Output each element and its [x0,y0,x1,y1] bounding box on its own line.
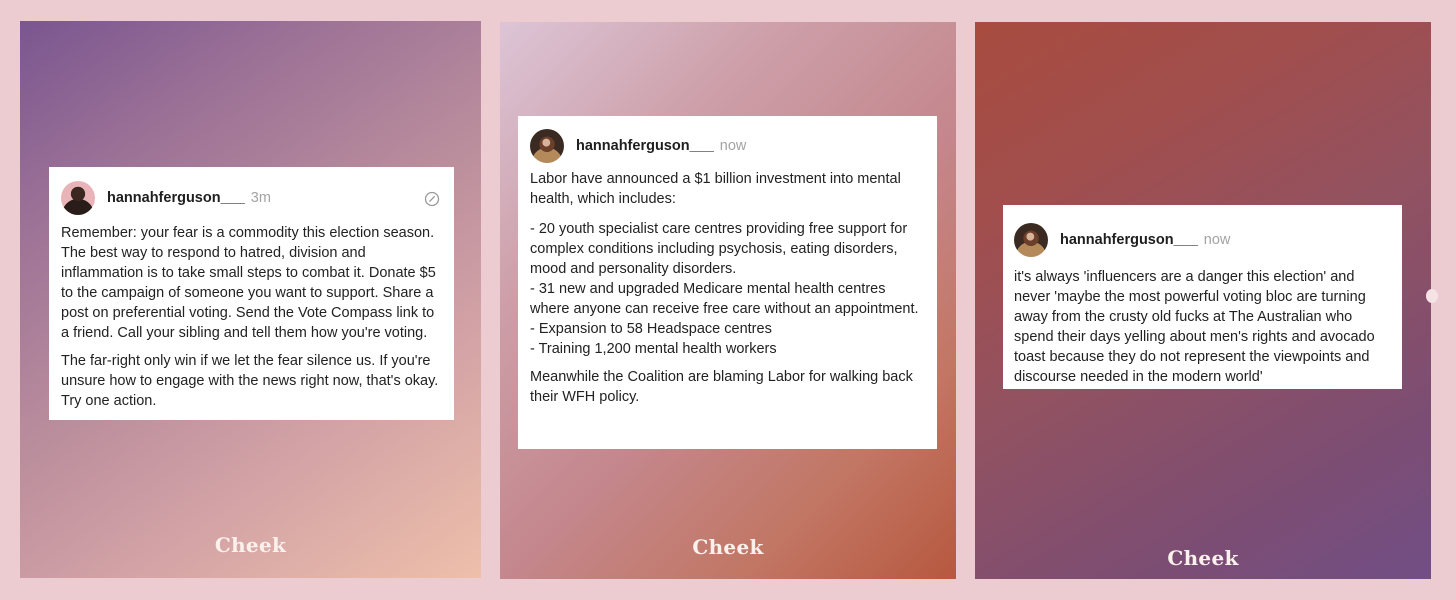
avatar[interactable] [1014,223,1048,257]
brand-logo: Cheek [692,535,764,559]
brand-logo: Cheek [1167,546,1239,570]
post-card [49,167,454,420]
story-panel-1 [20,21,481,578]
post-text: Labor have announced a $1 billion investment into mental health, which includes: [530,171,901,207]
post-header [61,181,440,217]
post-time: now [719,138,747,154]
avatar[interactable] [61,181,95,215]
avatar[interactable] [530,129,564,163]
post-list: - 20 youth specialist care centres providing free support for complex conditions including psychosis, eating disorders, mood and personality disorders. - 31 new and upgraded Medicare mental health centres where anyone can receive free care without an appointment. - Expansion to 58 Headspace centres - Training 1,200 mental health workers [530,221,919,357]
next-page-indicator[interactable] [1426,289,1438,303]
edit-icon[interactable] [424,191,440,207]
post-text: Meanwhile the Coalition are blaming Labor for walking back their WFH policy. [530,369,913,405]
brand-logo: Cheek [214,533,287,557]
post-text: it's always 'influencers are a danger this election' and never 'maybe the most powerful voting bloc are turning away from the crusty old fucks at The Australian who spend their days yelling about men's rights and avocado toast because they do not represent the viewpoints and discourse needed in the modern world' [1014,269,1375,385]
post-header [530,129,927,165]
username[interactable]: hannahferguson___ now [576,138,747,154]
username[interactable]: hannahferguson___ 3m [107,190,271,206]
post-time: 3m [250,190,271,206]
post-card [1003,205,1402,389]
post-header [1014,223,1392,259]
story-panel-2 [500,22,956,579]
username[interactable]: hannahferguson___ now [1060,232,1231,248]
story-panel-3 [975,22,1431,579]
post-time: now [1203,232,1231,248]
post-text: The far-right only win if we let the fear silence us. If you're unsure how to engage with the news right now, that's okay. Try one action. [61,353,439,409]
post-card [518,116,937,449]
post-text: Remember: your fear is a commodity this election season. The best way to respond to hatred, division and inflammation is to take small steps to combat it. Donate $5 to the campaign of someone you want to support. Share a post on preferential voting. Send the Vote Compass link to a friend. Call your sibling and tell them how you're voting. [61,225,436,341]
